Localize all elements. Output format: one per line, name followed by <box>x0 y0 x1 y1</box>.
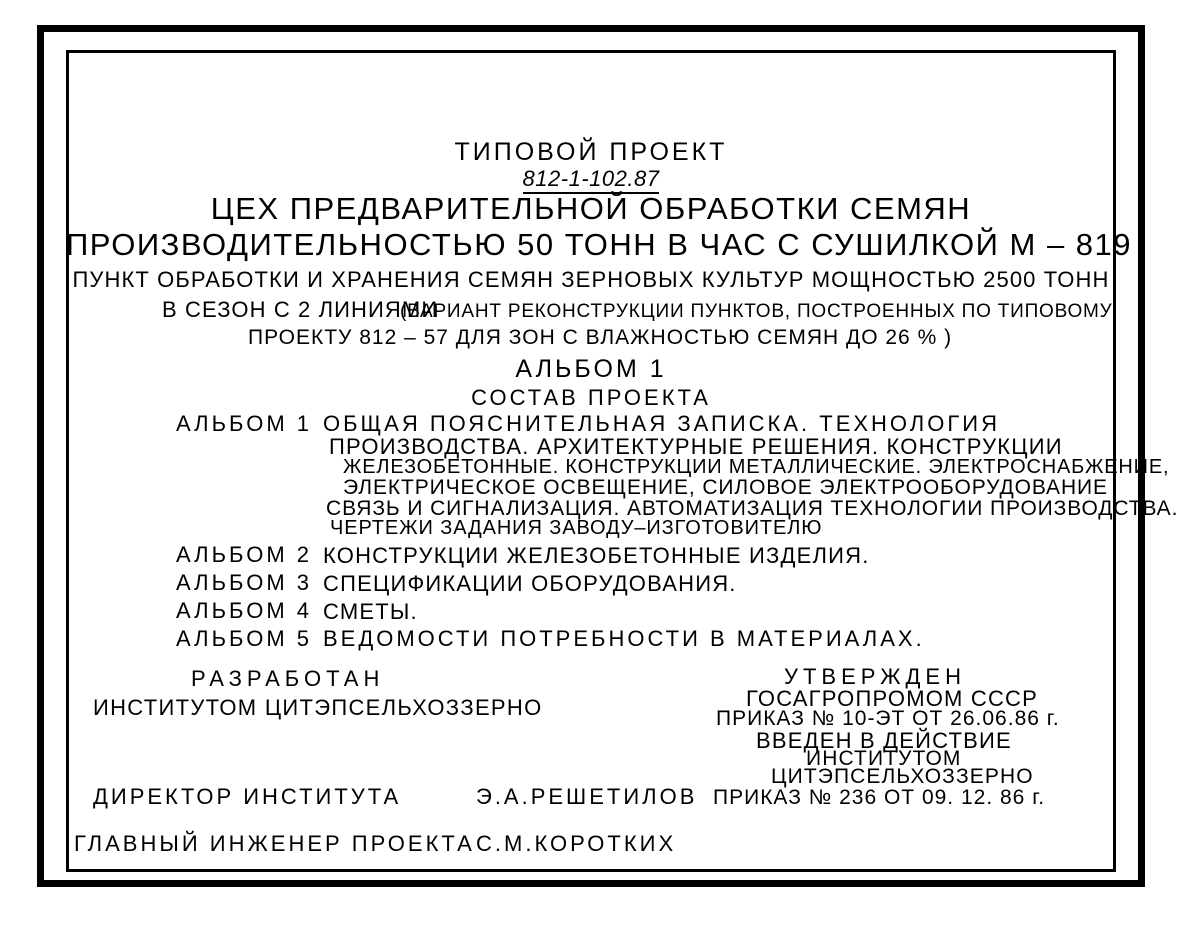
enacted-order: ПРИКАЗ № 236 ОТ 09. 12. 86 г. <box>713 786 1046 809</box>
composition-item-text: ЧЕРТЕЖИ ЗАДАНИЯ ЗАВОДУ–ИЗГОТОВИТЕЛЮ <box>330 517 823 539</box>
signature-role: ДИРЕКТОР ИНСТИТУТА <box>93 784 402 809</box>
signature-name: С.М.КОРОТКИХ <box>476 831 677 856</box>
approved-authority: ГОСАГРОПРОМОМ СССР <box>746 686 1039 711</box>
project-code: 812-1-102.87 <box>523 166 660 194</box>
project-title-line-1: ЦЕХ ПРЕДВАРИТЕЛЬНОЙ ОБРАБОТКИ СЕМЯН <box>210 191 972 226</box>
composition-item-text: ЭЛЕКТРИЧЕСКОЕ ОСВЕЩЕНИЕ, СИЛОВОЕ ЭЛЕКТРООБОРУДОВАНИЕ <box>343 476 1108 499</box>
project-subtitle-line-1: ПУНКТ ОБРАБОТКИ И ХРАНЕНИЯ СЕМЯН ЗЕРНОВЫХ КУЛЬТУР МОЩНОСТЬЮ 2500 ТОНН <box>72 267 1110 292</box>
composition-item-text: ПРОИЗВОДСТВА. АРХИТЕКТУРНЫЕ РЕШЕНИЯ. КОНСТРУКЦИИ <box>329 434 1063 459</box>
project-subtitle-line-2a: В СЕЗОН С 2 ЛИНИЯМИ <box>162 297 439 322</box>
composition-item-text: ОБЩАЯ ПОЯСНИТЕЛЬНАЯ ЗАПИСКА. ТЕХНОЛОГИЯ <box>323 411 1000 436</box>
composition-item-label: АЛЬБОМ 3 <box>176 570 313 595</box>
developed-heading: РАЗРАБОТАН <box>191 666 385 691</box>
composition-item-text: ВЕДОМОСТИ ПОТРЕБНОСТИ В МАТЕРИАЛАХ. <box>323 626 925 651</box>
composition-item-label: АЛЬБОМ 1 <box>176 411 313 436</box>
project-subtitle-line-2b: (ВАРИАНТ РЕКОНСТРУКЦИИ ПУНКТОВ, ПОСТРОЕННЫХ ПО ТИПОВОМУ <box>400 301 1113 322</box>
composition-item-label: АЛЬБОМ 5 <box>176 626 313 651</box>
album-number: АЛЬБОМ 1 <box>515 355 667 383</box>
approved-order: ПРИКАЗ № 10-ЭТ ОТ 26.06.86 г. <box>716 707 1060 730</box>
composition-item-text: КОНСТРУКЦИИ ЖЕЛЕЗОБЕТОННЫЕ ИЗДЕЛИЯ. <box>323 543 870 568</box>
composition-heading: СОСТАВ ПРОЕКТА <box>471 385 711 410</box>
project-code-wrap <box>66 167 1116 190</box>
composition-item-text: ЖЕЛЕЗОБЕТОННЫЕ. КОНСТРУКЦИИ МЕТАЛЛИЧЕСКИЕ. ЭЛЕКТРОСНАБЖЕНИЕ, <box>343 456 1170 478</box>
title-block-content <box>66 50 1179 872</box>
composition-item-text: СМЕТЫ. <box>323 599 418 624</box>
enacted-by-organization: ЦИТЭПСЕЛЬХОЗЗЕРНО <box>771 765 1034 788</box>
signature-name: Э.А.РЕШЕТИЛОВ <box>476 784 698 809</box>
project-kind: ТИПОВОЙ ПРОЕКТ <box>454 138 728 166</box>
approved-heading: УТВЕРЖДЕН <box>784 664 966 689</box>
composition-item-text: СВЯЗЬ И СИГНАЛИЗАЦИЯ. АВТОМАТИЗАЦИЯ ТЕХНОЛОГИИ ПРОИЗВОДСТВА. <box>326 497 1179 520</box>
signature-role: ГЛАВНЫЙ ИНЖЕНЕР ПРОЕКТА <box>74 831 475 856</box>
enacted-by-institute: ИНСТИТУТОМ <box>806 747 962 770</box>
developed-organization: ИНСТИТУТОМ ЦИТЭПСЕЛЬХОЗЗЕРНО <box>93 695 543 720</box>
project-subtitle-line-3: ПРОЕКТУ 812 – 57 ДЛЯ ЗОН С ВЛАЖНОСТЬЮ СЕМЯН ДО 26 % ) <box>248 326 953 349</box>
composition-item-label: АЛЬБОМ 2 <box>176 542 313 567</box>
composition-item-label: АЛЬБОМ 4 <box>176 598 313 623</box>
composition-item-text: СПЕЦИФИКАЦИИ ОБОРУДОВАНИЯ. <box>323 571 737 596</box>
project-title-line-2: ПРОИЗВОДИТЕЛЬНОСТЬЮ 50 ТОНН В ЧАС С СУШИЛКОЙ М – 819 <box>66 227 1133 262</box>
enacted-heading: ВВЕДЕН В ДЕЙСТВИЕ <box>756 728 1012 753</box>
